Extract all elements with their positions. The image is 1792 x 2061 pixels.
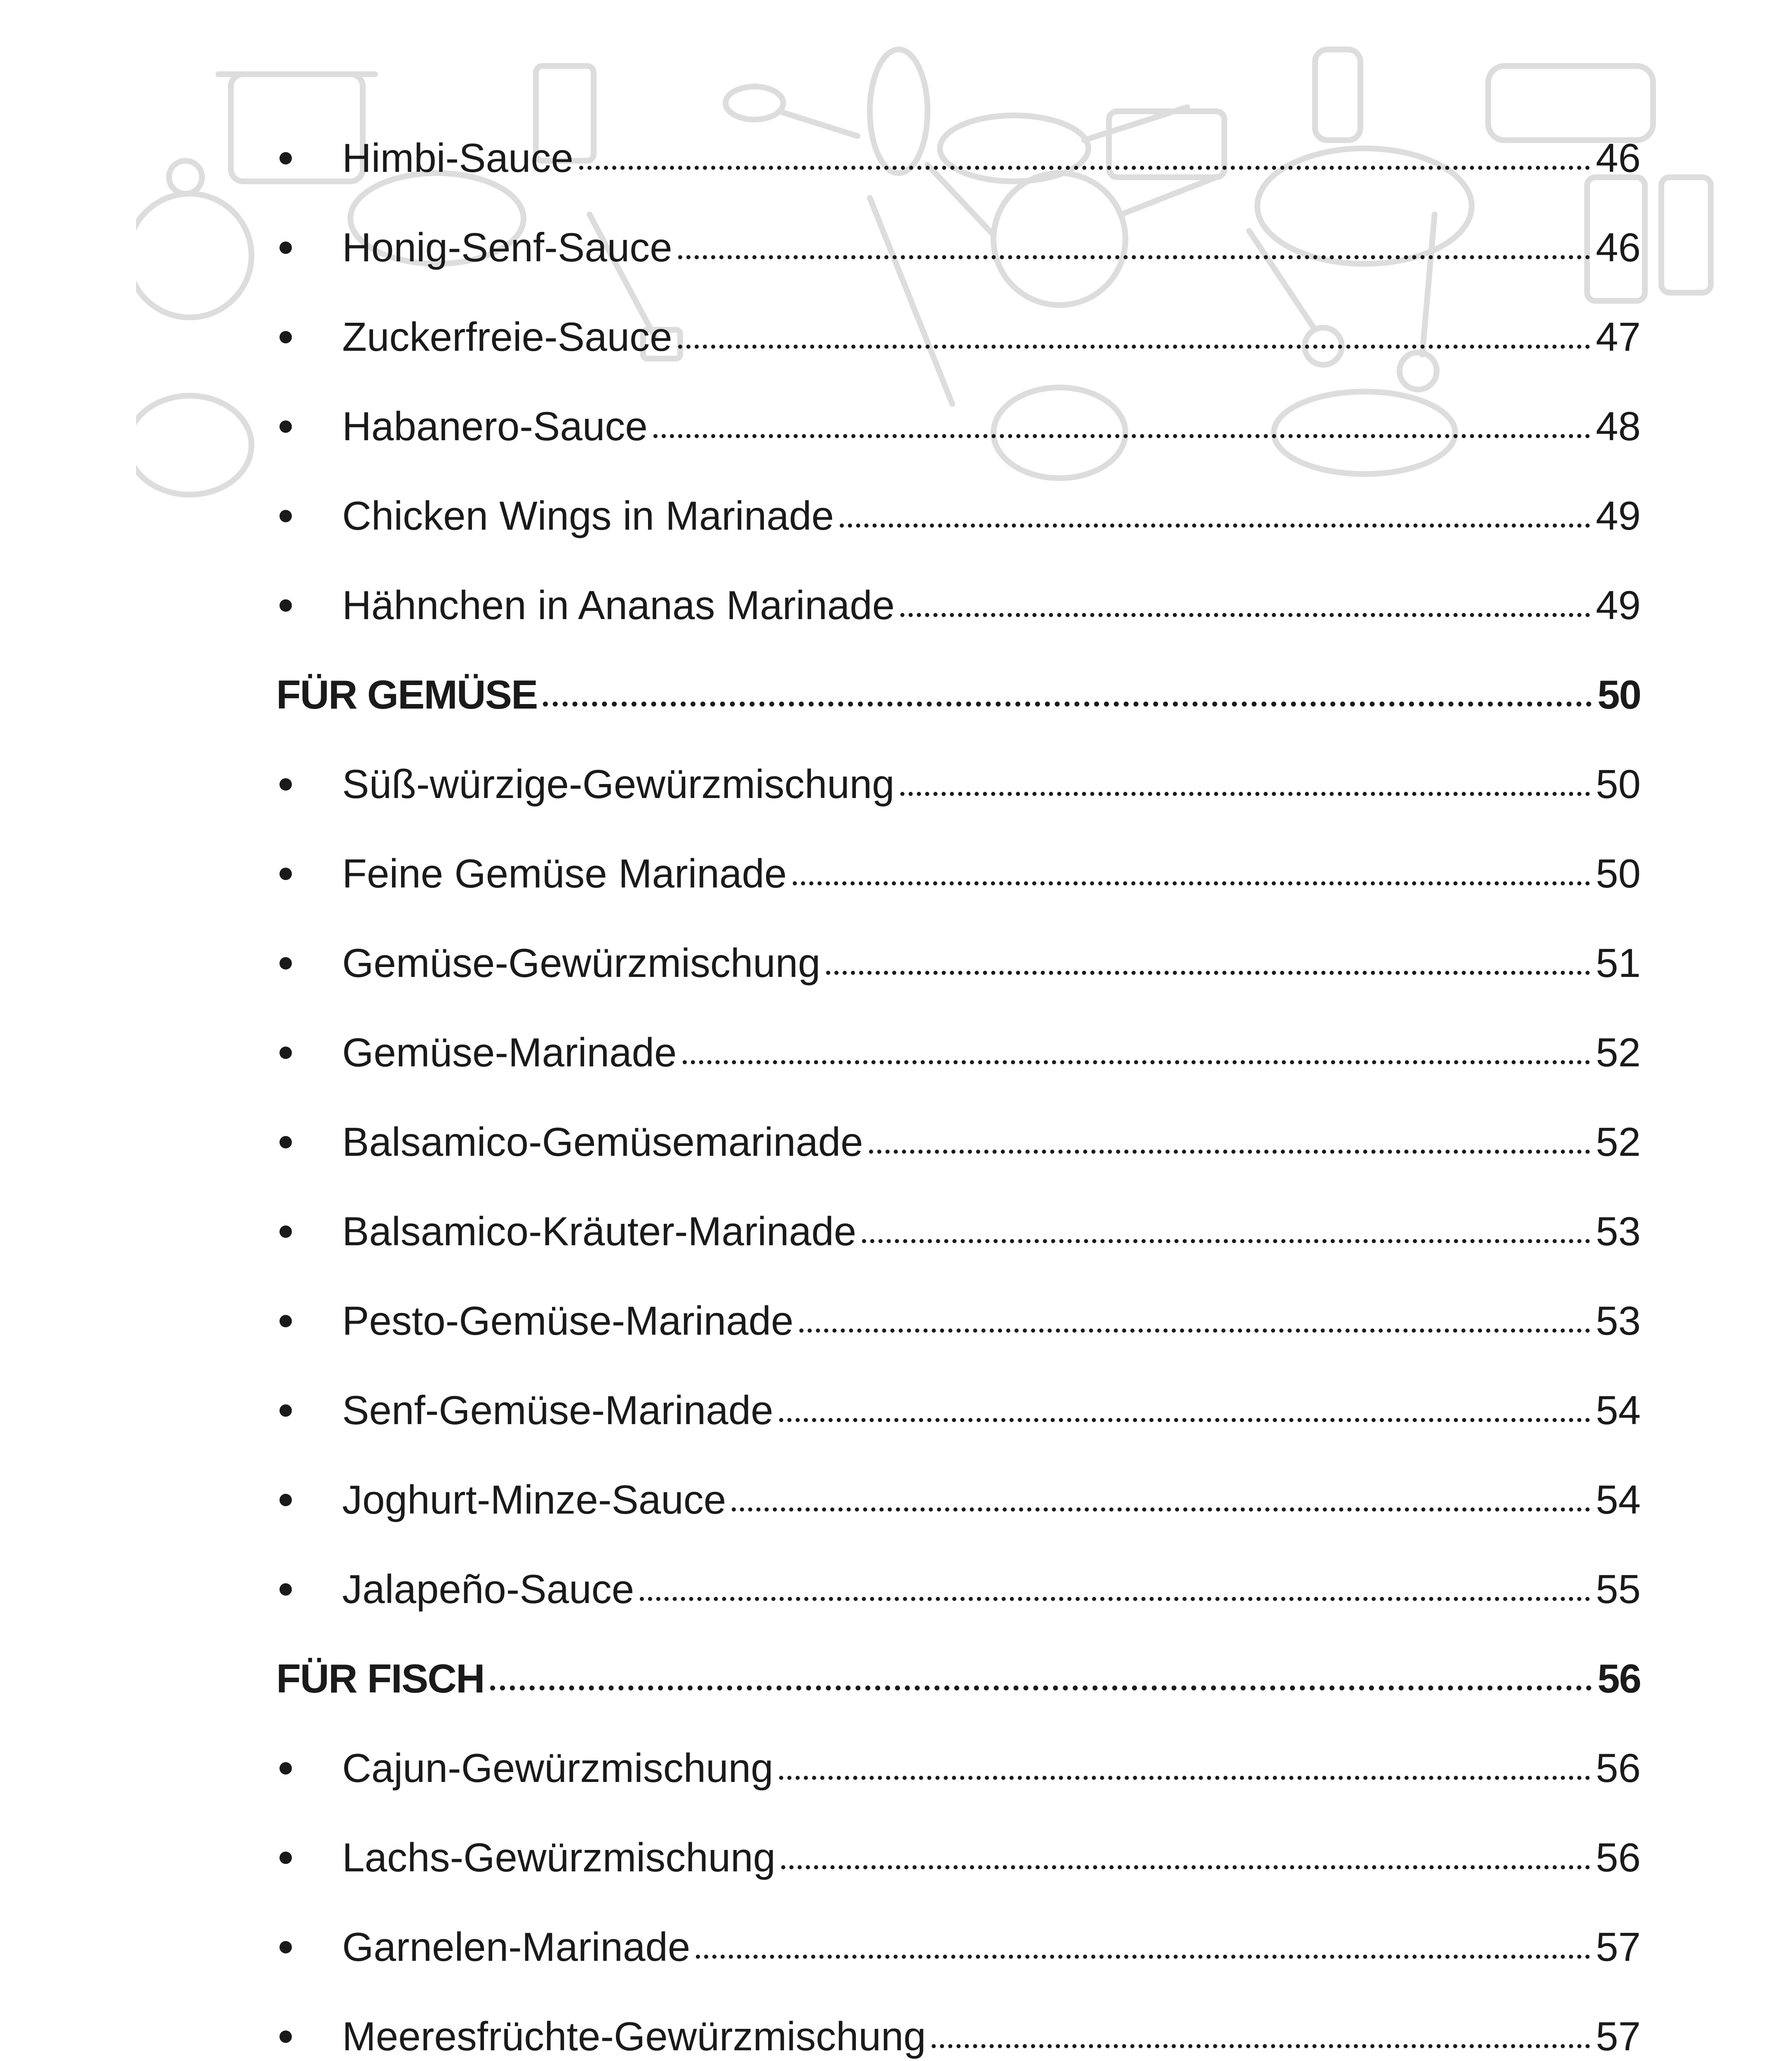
toc-entry-label: Himbi-Sauce (342, 135, 573, 181)
toc-section-heading[interactable] (276, 650, 1641, 739)
toc-page-number: 50 (1597, 672, 1641, 717)
dot-leader (732, 1507, 1590, 1512)
bullet-icon (279, 1225, 292, 1238)
bullet-icon (279, 778, 292, 791)
bullet-icon (279, 1494, 292, 1506)
dot-leader (862, 1239, 1590, 1243)
bullet-icon (279, 1583, 292, 1596)
toc-entry[interactable] (276, 203, 1641, 292)
toc-entry-label: Gemüse-Marinade (342, 1030, 677, 1075)
toc-page-number: 50 (1595, 851, 1641, 896)
toc-page-number: 54 (1595, 1387, 1641, 1433)
toc-entry[interactable] (276, 829, 1641, 918)
toc-page-number: 54 (1595, 1477, 1641, 1522)
toc-entry[interactable] (276, 1187, 1641, 1276)
bullet-icon (279, 1136, 292, 1148)
dot-leader (779, 1776, 1590, 1780)
dot-leader (779, 1418, 1590, 1422)
bullet-icon (279, 1941, 292, 1953)
toc-entry-label: Feine Gemüse Marinade (342, 851, 787, 896)
toc-entry[interactable] (276, 739, 1641, 829)
toc-entry[interactable] (276, 471, 1641, 561)
toc-entry-label: Meeresfrüchte-Gewürzmischung (342, 2014, 926, 2059)
bullet-icon (279, 420, 292, 433)
toc-entry[interactable] (276, 918, 1641, 1008)
toc-page-number: 52 (1595, 1119, 1641, 1164)
bullet-icon (279, 331, 292, 343)
bullet-icon (279, 599, 292, 612)
toc-section-heading[interactable] (276, 1634, 1641, 1723)
toc-page-number: 51 (1595, 940, 1641, 986)
toc-entry[interactable] (276, 1366, 1641, 1455)
toc-entry-label: Cajun-Gewürzmischung (342, 1745, 773, 1791)
dot-leader (678, 345, 1590, 349)
dot-leader (653, 434, 1590, 438)
dot-leader (932, 2044, 1590, 2048)
dot-leader (678, 255, 1590, 259)
bullet-icon (279, 1047, 292, 1059)
toc-entry[interactable] (276, 1992, 1641, 2061)
dot-leader (793, 881, 1590, 885)
dot-leader (543, 702, 1592, 707)
toc-entry-label: Balsamico-Gemüsemarinade (342, 1119, 863, 1164)
toc-page-number: 47 (1595, 314, 1641, 359)
bullet-icon (279, 957, 292, 969)
toc-entry[interactable] (276, 1902, 1641, 1992)
bullet-icon (279, 1315, 292, 1327)
toc-entry-label: Jalapeño-Sauce (342, 1566, 634, 1612)
dot-leader (799, 1329, 1590, 1333)
toc-entry[interactable] (276, 1723, 1641, 1813)
toc-entry[interactable] (276, 113, 1641, 203)
dot-leader (640, 1597, 1590, 1601)
toc-page-number: 49 (1595, 582, 1641, 628)
toc-entry[interactable] (276, 1276, 1641, 1366)
toc-page-number: 46 (1595, 135, 1641, 181)
toc-entry-label: Chicken Wings in Marinade (342, 493, 834, 538)
bullet-icon (279, 868, 292, 880)
toc-entry-label: Gemüse-Gewürzmischung (342, 940, 821, 986)
toc-entry[interactable] (276, 1008, 1641, 1097)
dot-leader (490, 1685, 1592, 1690)
bullet-icon (279, 152, 292, 164)
toc-entry-label: FÜR FISCH (276, 1656, 484, 1701)
dot-leader (840, 523, 1590, 528)
toc-page-number: 56 (1597, 1656, 1641, 1701)
toc-entry[interactable] (276, 382, 1641, 471)
toc-page-number: 49 (1595, 493, 1641, 538)
toc-entry-label: Pesto-Gemüse-Marinade (342, 1298, 794, 1343)
toc-entry[interactable] (276, 1545, 1641, 1634)
bullet-icon (279, 1404, 292, 1417)
toc-page-number: 56 (1595, 1835, 1641, 1880)
bullet-icon (279, 1852, 292, 1864)
bullet-icon (279, 242, 292, 254)
toc-entry[interactable] (276, 561, 1641, 650)
toc-page-number: 56 (1595, 1745, 1641, 1791)
toc-entry[interactable] (276, 1097, 1641, 1187)
dot-leader (900, 792, 1590, 796)
toc-entry[interactable] (276, 1813, 1641, 1902)
toc-entry-label: Joghurt-Minze-Sauce (342, 1477, 726, 1522)
toc-page-number: 55 (1595, 1566, 1641, 1612)
dot-leader (579, 166, 1590, 170)
toc-entry-label: Balsamico-Kräuter-Marinade (342, 1209, 857, 1254)
toc-page-number: 57 (1595, 1924, 1641, 1969)
table-of-contents (276, 113, 1641, 2061)
toc-entry-label: Habanero-Sauce (342, 404, 648, 449)
toc-page-number: 50 (1595, 761, 1641, 807)
dot-leader (683, 1060, 1590, 1064)
toc-page-number: 46 (1595, 225, 1641, 270)
bullet-icon (279, 1762, 292, 1775)
toc-entry-label: Honig-Senf-Sauce (342, 225, 672, 270)
toc-page-number: 52 (1595, 1030, 1641, 1075)
toc-entry-label: Senf-Gemüse-Marinade (342, 1387, 773, 1433)
toc-entry-label: Garnelen-Marinade (342, 1924, 690, 1969)
toc-entry-label: FÜR GEMÜSE (276, 672, 538, 717)
toc-entry-label: Lachs-Gewürzmischung (342, 1835, 776, 1880)
toc-page-number: 53 (1595, 1209, 1641, 1254)
bullet-icon (279, 510, 292, 522)
dot-leader (900, 613, 1590, 617)
toc-page-number: 53 (1595, 1298, 1641, 1343)
dot-leader (869, 1150, 1590, 1154)
toc-entry-label: Zuckerfreie-Sauce (342, 314, 672, 359)
toc-entry-label: Hähnchen in Ananas Marinade (342, 582, 895, 628)
toc-entry[interactable] (276, 292, 1641, 382)
bullet-icon (279, 2030, 292, 2043)
toc-page-number: 48 (1595, 404, 1641, 449)
toc-entry[interactable] (276, 1455, 1641, 1545)
dot-leader (781, 1865, 1590, 1869)
dot-leader (696, 1955, 1590, 1959)
dot-leader (826, 971, 1590, 975)
toc-entry-label: Süß-würzige-Gewürzmischung (342, 761, 895, 807)
toc-page-number: 57 (1595, 2014, 1641, 2059)
